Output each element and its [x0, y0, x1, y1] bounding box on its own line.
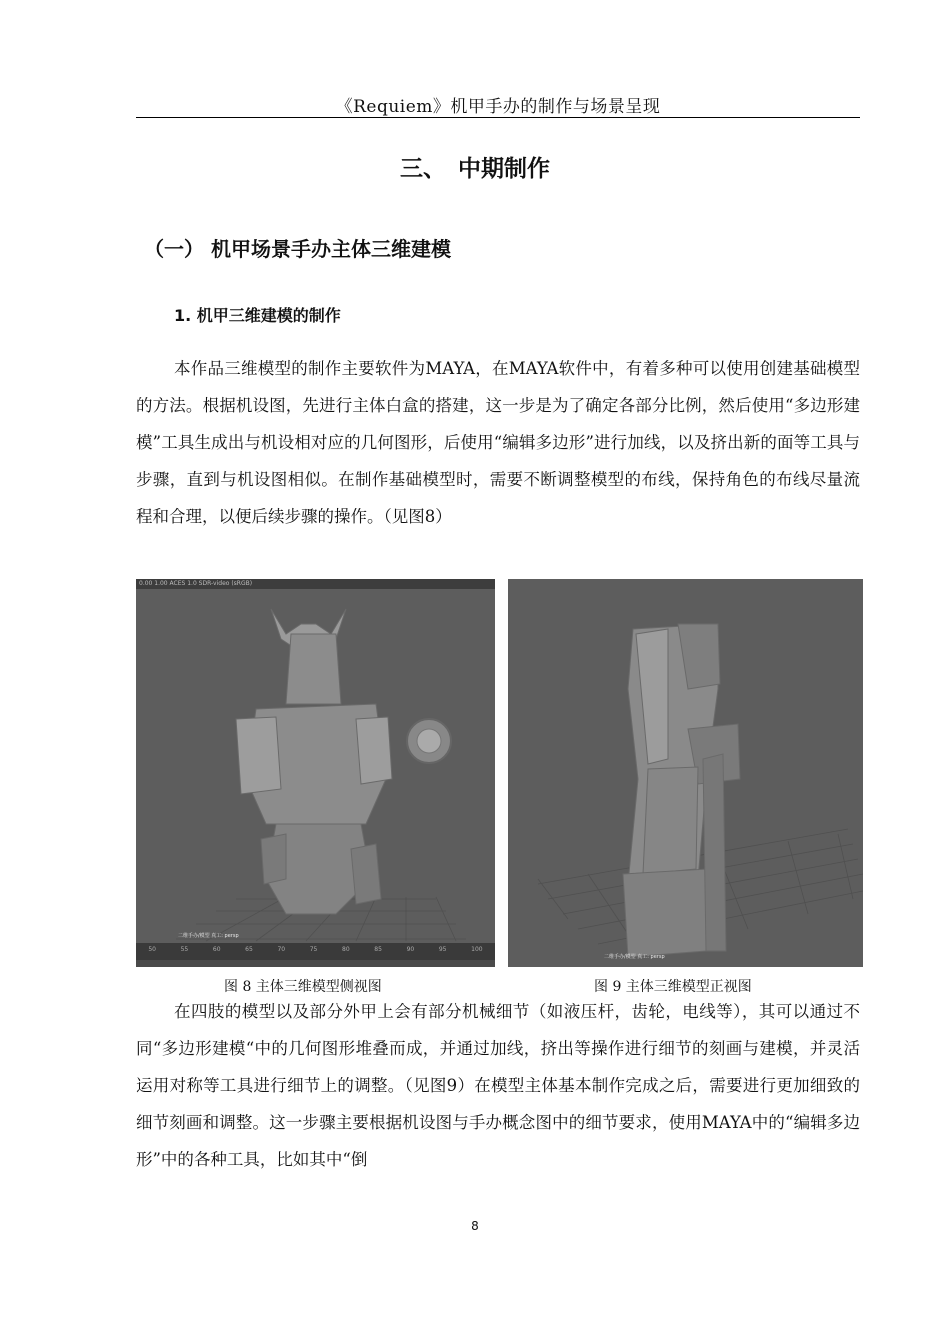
subsection-title: 1. 机甲三维建模的制作 — [174, 306, 341, 325]
timeline-ruler — [136, 943, 495, 956]
viewport-camera-label: 二维手办/模型 真工: persp — [604, 954, 665, 960]
timeline-tick: 50 — [148, 946, 156, 953]
timeline-tick: 90 — [406, 946, 415, 953]
timeline-tick: 100 — [471, 946, 483, 953]
section-title: （一） 机甲场景手办主体三维建模 — [144, 237, 451, 261]
header-rule — [136, 117, 860, 118]
timeline-tick: 75 — [309, 946, 318, 953]
figure-9-caption: 图 9 主体三维模型正视图 — [594, 979, 752, 995]
timeline-bar[interactable] — [136, 943, 495, 967]
figure-9-viewport — [508, 579, 863, 967]
viewport-camera-label: 二维手办/模型 真工: persp — [178, 933, 239, 939]
running-header: 《Requiem》机甲手办的制作与场景呈现 — [335, 97, 661, 117]
timeline-tick: 80 — [342, 946, 350, 953]
body-paragraph-2: 在四肢的模型以及部分外甲上会有部分机械细节（如液压杆，齿轮，电线等），其可以通过不同“多边形建模“中的几何图形堆叠而成，并通过加线，挤出等操作进行细节的刻画与建模，并灵活运用对称等工具进行细节上的调整。（见图9）在模型主体基本制作完成之后，需要进行更加细致的细节刻画和调整。这一步骤主要根据机设图与手办概念图中的细节要求，使用MAYA中的“编辑多边形”中的各种工具，比如其中“倒 — [136, 1002, 860, 1169]
page-number: 8 — [471, 1219, 479, 1233]
timeline-tick: 65 — [245, 946, 253, 953]
viewport-toolbar[interactable]: 0.00 1.00 ACES 1.0 SDR-video (sRGB) — [136, 579, 495, 589]
body-paragraph-1: 本作品三维模型的制作主要软件为MAYA，在MAYA软件中，有着多种可以使用创建基础模型的方法。根据机设图，先进行主体白盒的搭建，这一步是为了确定各部分比例，然后使用“多边形建模”工具生成出与机设相对应的几何图形，后使用“编辑多边形”进行加线，以及挤出新的面等工具与步骤，直到与机设图相似。在制作基础模型时，需要不断调整模型的布线，保持角色的布线尽量流程和合理，以便后续步骤的操作。（见图8） — [136, 359, 860, 526]
timeline-tick: 55 — [180, 946, 189, 953]
timeline-tick: 70 — [277, 946, 286, 953]
timeline-tick: 60 — [212, 946, 221, 953]
figure-8-viewport — [136, 579, 495, 967]
timeline-range-bar — [136, 960, 495, 967]
timeline-tick: 85 — [374, 946, 382, 953]
chapter-title: 三、 中期制作 — [399, 156, 550, 182]
figure-9-render — [508, 579, 863, 967]
figure-8-caption: 图 8 主体三维模型侧视图 — [224, 979, 382, 995]
timeline-tick: 95 — [438, 946, 447, 953]
figure-8-render — [136, 579, 495, 967]
